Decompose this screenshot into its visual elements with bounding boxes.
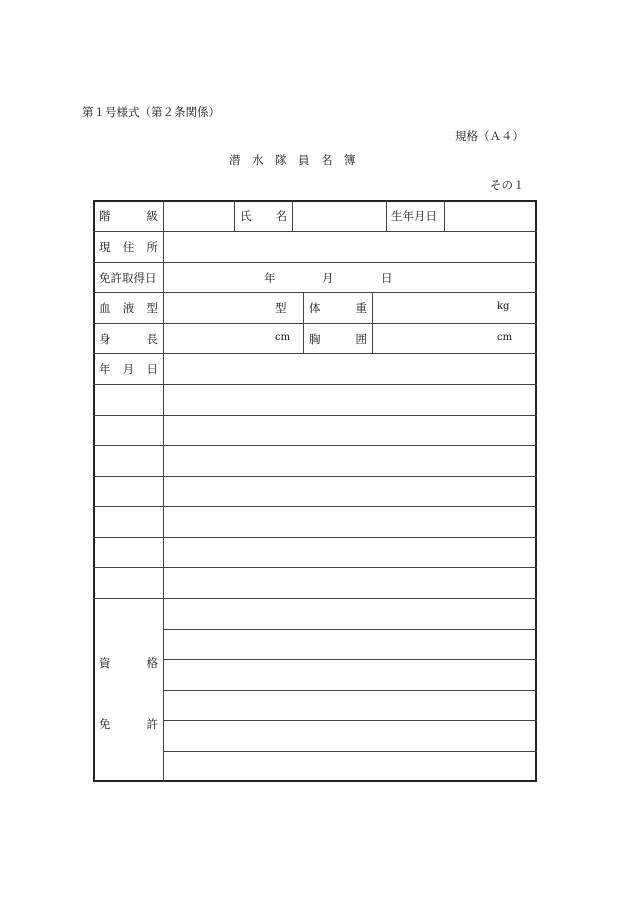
- row-divider: [93, 292, 537, 293]
- row-divider: [93, 323, 537, 324]
- row-divider: [163, 720, 537, 721]
- chest-label: 胸 囲: [309, 332, 367, 346]
- size-note: 規格（Ａ４）: [455, 129, 524, 143]
- month-unit: 月: [322, 271, 334, 285]
- name-label: 氏 名: [240, 209, 287, 223]
- weight-label: 体 重: [309, 301, 367, 315]
- row-divider: [93, 262, 537, 263]
- row-divider: [93, 567, 537, 568]
- row-divider: [93, 476, 537, 477]
- year-unit: 年: [264, 271, 276, 285]
- column-divider: [292, 200, 293, 231]
- row-divider: [163, 690, 537, 691]
- blood-type-label: 血 液 型: [99, 301, 158, 315]
- birth-date-label: 生年月日: [391, 209, 437, 223]
- address-label: 現 住 所: [99, 240, 158, 254]
- day-unit: 日: [381, 271, 393, 285]
- roster-table: [93, 200, 537, 782]
- column-divider: [234, 200, 235, 231]
- weight-unit: kg: [497, 301, 510, 312]
- column-divider: [444, 200, 445, 231]
- row-divider: [93, 353, 537, 354]
- row-divider: [163, 751, 537, 752]
- qualification-label: 資 格: [99, 656, 158, 670]
- row-divider: [163, 659, 537, 660]
- row-divider: [93, 506, 537, 507]
- chest-unit: cm: [497, 332, 513, 343]
- row-divider: [93, 445, 537, 446]
- row-divider: [93, 537, 537, 538]
- date-label: 年 月 日: [99, 362, 158, 376]
- blood-type-unit: 型: [275, 301, 287, 315]
- rank-label: 階 級: [99, 209, 158, 223]
- form-number: 第１号様式（第２条関係）: [82, 105, 220, 119]
- height-unit: cm: [275, 332, 291, 343]
- height-label: 身 長: [99, 332, 158, 346]
- part-label: その１: [490, 178, 525, 192]
- row-divider: [93, 231, 537, 232]
- row-divider: [93, 384, 537, 385]
- row-divider: [93, 598, 537, 599]
- column-divider: [386, 200, 387, 231]
- document-title: 潜 水 隊 員 名 簿: [229, 153, 356, 167]
- row-divider: [163, 629, 537, 630]
- row-divider: [93, 415, 537, 416]
- license-label: 免 許: [99, 717, 158, 731]
- column-divider: [163, 200, 164, 782]
- license-date-label: 免許取得日: [99, 271, 157, 285]
